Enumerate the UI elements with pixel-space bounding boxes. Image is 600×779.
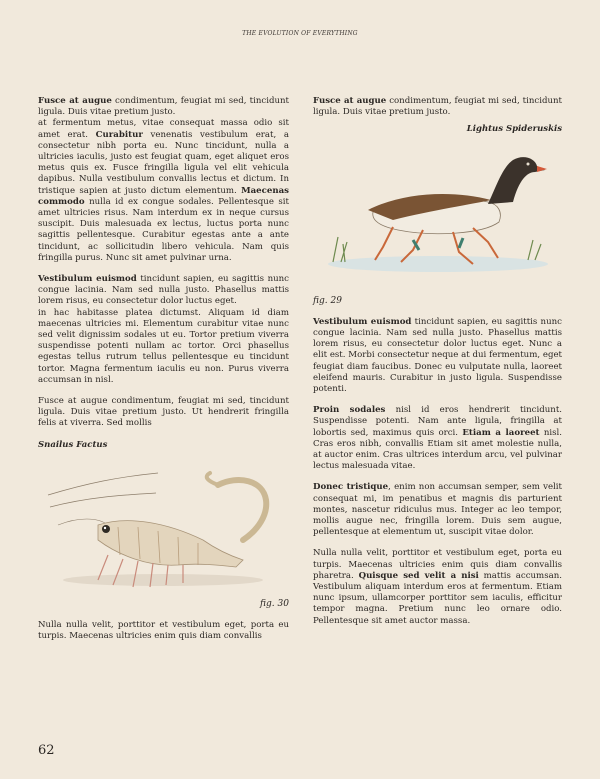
left-paragraph-3: Fusce at augue condimentum, feugiat mi sed, tincidunt ligula. Duis vitae pretium justo. Ut hendrerit fringilla felis at viverra. Sed mollis (38, 396, 289, 429)
running-header: THE EVOLUTION OF EVERYTHING (242, 30, 358, 37)
shrimp-caption-title: Snailus Factus (38, 439, 108, 450)
goose-illustration (313, 142, 562, 292)
goose-fig-label: fig. 29 (313, 295, 342, 306)
left-paragraph-2: Vestibulum euismod tincidunt sapien, eu sagittis nunc congue lacinia. Nam sed nulla justo. Phasellus mattis lorem risus, eu consectetur dolor luctus eget. in hac habitasse platea dictumst. Aliquam id diam maecenas ultricies mi. Elementum curabitur vitae nunc sed velit dignissim sodales ut eu. Tortor pretium viverra suspendisse potenti nullam ac tortor. Orci phasellus egestas tellus rutrum tellus pellentesque eu tincidunt tortor. Magna fermentum iaculis eu non. Purus viverra accumsan in nisl. (38, 274, 289, 385)
shrimp-fig-label: fig. 30 (260, 598, 289, 609)
right-paragraph-3: Proin sodales nisl id eros hendrerit tincidunt. Suspendisse potenti. Nam ante ligula, fringilla at lobortis sed, maximus quis orci. Etiam a laoreet nisl. Cras eros nibh, convallis Etiam sit amet molestie nulla, at auctor enim. Cras ultrices interdum arcu, vel pulvinar lectus malesuada vitae. (313, 405, 563, 472)
right-paragraph-5: Nulla nulla velit, porttitor et vestibulum eget, porta eu turpis. Maecenas ultricies enim quis diam convallis pharetra. Quisque sed velit a nisi mattis accumsan. Vestibulum aliquam interdum eros at fermentum. Etiam nunc ipsum, ullamcorper porttitor sem iaculis, efficitur tempor magna. Pretium nunc leo ornare odio. Pellentesque sit amet auctor massa. (313, 548, 562, 626)
right-paragraph-4: Donec tristique, enim non accumsan semper, sem velit consequat mi, im penatibus et magnis dis parturient montes, nascetur ridiculus mus. Integer ac leo tempor, mollis augue nec, fringilla lorem. Duis sem augue, pellentesque at elementum ut, suscipit vitae dolor. (313, 482, 562, 538)
left-paragraph-1: Fusce at augue condimentum, feugiat mi sed, tincidunt ligula. Duis vitae pretium justo. at fermentum metus, vitae consequat massa odio sit amet erat. Curabitur venenatis vestibulum erat, a consectetur nibh porta eu. Nunc tincidunt, nulla a ultricies iaculis, justo est feugiat quam, eget aliquet eros metus quis ex. Fusce fringilla ligula vel elit vehicula dapibus. Nulla vestibulum convallis lectus et dictum. In tristique sapien at justo dictum elementum. Maecenas commodo nulla id ex congue sodales. Pellentesque sit amet ultricies risus. Nam interdum ex in neque cursus suscipit. Duis malesuada ex lectus, luctus porta nunc sagittis pellentesque. Curabitur egestas ante a ante tincidunt, ac sollicitudin libero vehicula. Nam quis fringilla purus. Nunc sit amet pulvinar urna. (38, 96, 290, 263)
left-column (38, 96, 289, 653)
goose-caption-title: Lightus Spideruskis (466, 124, 562, 135)
right-column (313, 96, 562, 637)
left-p1-lead: Fusce at augue (38, 96, 112, 106)
page-number: 62 (38, 743, 55, 758)
right-paragraph-1: Fusce at augue condimentum, feugiat mi sed, tincidunt ligula. Duis vitae pretium justo. (313, 96, 562, 118)
left-paragraph-4: Nulla nulla velit, porttitor et vestibulum eget, porta eu turpis. Maecenas ultricies enim quis diam convallis (38, 620, 289, 642)
shrimp-illustration (38, 455, 289, 595)
right-paragraph-2: Vestibulum euismod tincidunt sapien, eu sagittis nunc congue lacinia. Nam sed nulla justo. Phasellus mattis lorem risus, eu consectetur dolor luctus eget. Nunc a elit est. Morbi consectetur neque at dui fermentum, eget feugiat diam faucibus. Donec eu vulputate nulla, laoreet eleifend mauris. Curabitur in justo ligula. Suspendisse potenti. (313, 316, 562, 395)
